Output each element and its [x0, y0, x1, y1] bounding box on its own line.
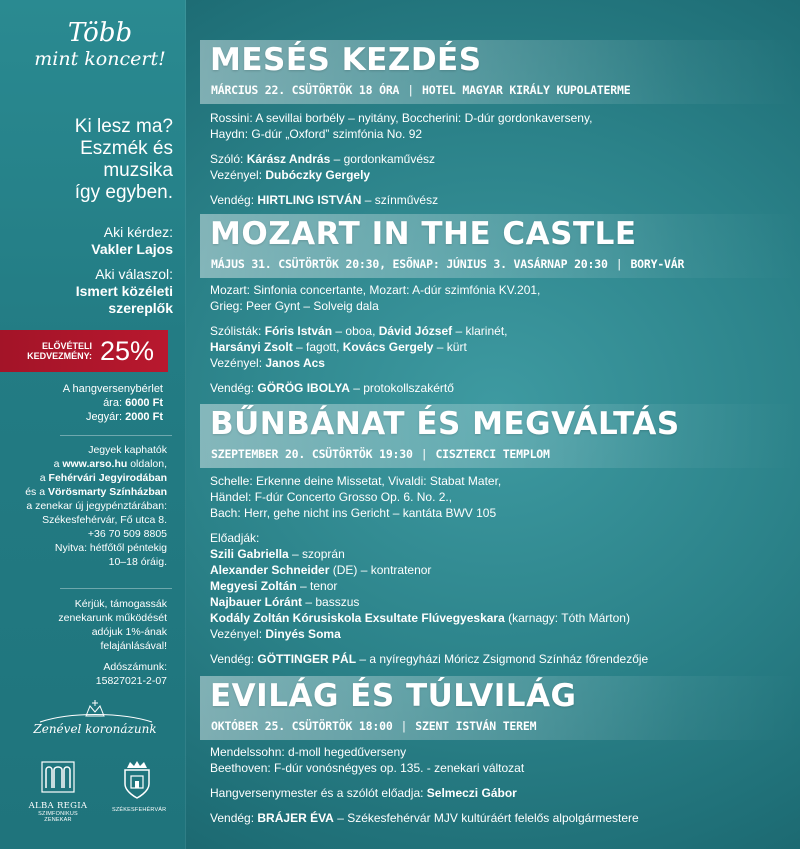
concert-guest: Vendég: BRÁJER ÉVA – Székesfehérvár MJV kultúráért felelős alpolgármestere	[210, 811, 639, 825]
discount-label-line-2: KEDVEZMÉNY:	[27, 351, 92, 361]
discount-value: 25%	[100, 335, 155, 366]
tagline-line-3: muzsika	[103, 160, 173, 181]
concert-date-venue: MÁJUS 31. CSÜTÖRTÖK 20:30, ESŐNAP: JÚNIUS 3. VASÁRNAP 20:30 | BORY-VÁR	[211, 257, 685, 271]
tax-number-value: 15827021-2-07	[95, 675, 167, 687]
tickets-hours-line-2: 10–18 óráig.	[108, 556, 167, 568]
soloist-name: Kárász András	[246, 152, 331, 166]
conductor-name: Janos Acs	[265, 356, 325, 370]
price-line-2: ára: 6000 Ft	[103, 397, 163, 409]
sponsor-logos	[28, 760, 178, 840]
tax-support-info	[7, 597, 167, 653]
conductor-name: Dinyés Soma	[265, 627, 341, 641]
concert-performers: Szólisták: Fóris István – oboa, Dávid József – klarinét, Harsányi Zsolt – fagott, Kovács Gergely – kürt Vezényel: Janos Acs	[210, 324, 508, 370]
season-ticket-price: 6000 Ft	[125, 397, 163, 409]
concert-venue: SZENT ISTVÁN TEREM	[415, 719, 537, 733]
answer-name-line-2: szereplők	[108, 300, 173, 316]
tickets-phone: +36 70 509 8805	[87, 528, 167, 540]
tickets-line-1: Jegyek kaphatók	[88, 444, 167, 456]
concert-performers: Szóló: Kárász András – gordonkaművész Vezényel: Dubóczky Gergely	[210, 152, 436, 182]
concert-title: BŰNBÁNAT ÉS MEGVÁLTÁS	[210, 406, 680, 442]
szekesfehervar-name: SZÉKESFEHÉRVÁR	[112, 807, 167, 813]
concert-details	[210, 110, 795, 217]
concert-guest: Vendég: GÖTTINGER PÁL – a nyíregyházi Móricz Zsigmond Színház főrendezője	[210, 652, 649, 666]
tax-number	[7, 660, 167, 688]
alba-regia-name: ALBA REGIA	[28, 801, 88, 811]
tickets-line-5: a zenekar új jegypénztárában:	[26, 500, 167, 512]
discount-badge	[0, 330, 168, 372]
price-line-3: Jegyár: 2000 Ft	[85, 411, 163, 423]
szekesfehervar-logo	[112, 760, 167, 813]
zenevel-koronazunk-logo	[20, 700, 170, 744]
concert-venue: CISZTERCI TEMPLOM	[435, 447, 550, 461]
concert-title: EVILÁG ÉS TÚLVILÁG	[210, 678, 577, 714]
concert-program: Rossini: A sevillai borbély – nyitány, Boccherini: D-dúr gordonkaverseny, Haydn: G-dúr „Oxford” szimfónia No. 92	[210, 111, 593, 141]
concert-details	[210, 744, 795, 835]
orchestra-emblem-icon	[40, 760, 76, 794]
divider	[60, 435, 172, 436]
concert-venue: BORY-VÁR	[630, 257, 685, 271]
city-coat-of-arms-icon	[117, 760, 157, 800]
alba-regia-sub: SZIMFONIKUS ZENEKAR	[38, 811, 78, 823]
alba-regia-logo	[28, 760, 88, 823]
tax-number-label: Adószámunk:	[103, 661, 167, 673]
concert-guest: Vendég: GÖRÖG IBOLYA – protokollszakértő	[210, 381, 454, 395]
tickets-line-2: a www.arso.hu oldalon,	[53, 458, 167, 470]
concert-program: Mozart: Sinfonia concertante, Mozart: A-dúr szimfónia KV.201, Grieg: Peer Gynt – Solveig dala	[210, 283, 541, 313]
concert-header	[200, 404, 800, 468]
concert-title: MOZART IN THE CASTLE	[210, 216, 637, 252]
concert-date: MÁRCIUS 22. CSÜTÖRTÖK 18 ÓRA	[211, 83, 400, 97]
tickets-line-3: a Fehérvári Jegyirodában	[39, 472, 167, 484]
guest-name: GÖRÖG IBOLYA	[257, 381, 350, 395]
sidebar	[0, 0, 186, 849]
tagline-line-1: Ki lesz ma?	[74, 116, 173, 137]
support-line-4: felajánlásával!	[100, 640, 167, 652]
concert-date-venue: OKTÓBER 25. CSÜTÖRTÖK 18:00 | SZENT ISTVÁN TEREM	[211, 719, 537, 733]
concert-title: MESÉS KEZDÉS	[210, 42, 482, 78]
concert-details: Schelle: Erkenne deine Missetat, Vivaldi: Stabat Mater, Händel: F-dúr Concerto Grosso Op. 6. No. 2., Bach: Herr, gehe nicht ins Gericht – kantáta BWV 105 Előadják: Szili Gabriella – szoprán Alexander Schneider (DE) – kontratenor Megyesi Zoltán – tenor Najbauer Lóránt – basszus Kodály Zoltán Kórusiskola Exsultate Flúvegyeskara (karnagy: Tóth Márton) Vezényel: Dinyés Soma Vendég: GÖTTINGER PÁL – a nyíregyházi Móricz Zsigmond Színház főrendezője	[210, 473, 795, 676]
tickets-address: Székesfehérvár, Fő utca 8.	[42, 514, 167, 526]
concert-program: Schelle: Erkenne deine Missetat, Vivaldi: Stabat Mater, Händel: F-dúr Concerto Grosso Op. 6. No. 2., Bach: Herr, gehe nicht ins Gericht – kantáta BWV 105	[210, 474, 502, 520]
concert-programme	[200, 0, 800, 849]
tickets-line-4: és a Vörösmarty Színházban	[25, 486, 167, 498]
answer-label: Aki válaszol:	[95, 266, 173, 282]
concert-guest: Vendég: HIRTLING ISTVÁN – színművész	[210, 193, 439, 207]
price-info	[13, 382, 163, 424]
soloist-name: Selmeczi Gábor	[426, 786, 517, 800]
tickets-hours-line-1: Nyitva: hétfőtől péntekig	[54, 542, 167, 554]
concert-header	[200, 214, 800, 278]
asker-label: Aki kérdez:	[103, 224, 173, 240]
divider	[60, 588, 172, 589]
website-link[interactable]: www.arso.hu	[62, 458, 128, 470]
support-line-2: zenekarunk működését	[58, 612, 167, 624]
tagline-line-4: így egyben.	[74, 182, 173, 203]
tobb-mint-koncert-logo	[20, 18, 180, 70]
ticket-sales-info	[7, 443, 167, 569]
concert-header	[200, 40, 800, 104]
concert-details	[210, 282, 795, 405]
support-line-1: Kérjük, támogassák	[74, 598, 167, 610]
concert-date: OKTÓBER 25. CSÜTÖRTÖK 18:00	[211, 719, 393, 733]
performers-label: Előadják:	[210, 531, 260, 545]
crown-logo-text: Zenével koronázunk	[33, 722, 157, 736]
concert-date: SZEPTEMBER 20. CSÜTÖRTÖK 19:30	[211, 447, 413, 461]
support-line-3: adójuk 1%-ának	[91, 626, 167, 638]
concert-date: MÁJUS 31. CSÜTÖRTÖK 20:30, ESŐNAP: JÚNIUS 3. VASÁRNAP 20:30	[211, 257, 608, 271]
logo-line-2: mint koncert!	[34, 48, 166, 70]
concert-venue: HOTEL MAGYAR KIRÁLY KUPOLATERME	[422, 83, 631, 97]
guest-name: GÖTTINGER PÁL	[257, 652, 357, 666]
concert-date-venue: MÁRCIUS 22. CSÜTÖRTÖK 18 ÓRA | HOTEL MAGYAR KIRÁLY KUPOLATERME	[211, 83, 631, 97]
answer-name-line-1: Ismert közéleti	[75, 283, 173, 299]
concert-date-venue: SZEPTEMBER 20. CSÜTÖRTÖK 19:30 | CISZTERCI TEMPLOM	[211, 447, 550, 461]
hosts-info	[3, 224, 173, 317]
ticket-price: 2000 Ft	[125, 411, 163, 423]
concert-header	[200, 676, 800, 740]
discount-label-line-1: ELŐVÉTELI	[41, 341, 92, 351]
price-line-1: A hangversenybérlet	[62, 383, 163, 395]
guest-name: BRÁJER ÉVA	[257, 811, 334, 825]
logo-line-1: Több	[67, 18, 133, 48]
concert-performers: Hangversenymester és a szólót előadja: Selmeczi Gábor	[210, 786, 517, 800]
tagline	[3, 116, 173, 204]
guest-name: HIRTLING ISTVÁN	[257, 193, 362, 207]
concert-program: Mendelssohn: d-moll hegedűverseny Beethoven: F-dúr vonósnégyes op. 135. - zenekari változat	[210, 745, 525, 775]
concert-performers: Szili Gabriella – szoprán Alexander Schneider (DE) – kontratenor Megyesi Zoltán – tenor Najbauer Lóránt – basszus Kodály Zoltán Kórusiskola Exsultate Flúvegyeskara (karnagy: Tóth Márton)	[210, 547, 630, 625]
tagline-line-2: Eszmék és	[80, 138, 173, 159]
conductor-name: Dubóczky Gergely	[265, 168, 371, 182]
asker-name: Vakler Lajos	[91, 241, 173, 257]
